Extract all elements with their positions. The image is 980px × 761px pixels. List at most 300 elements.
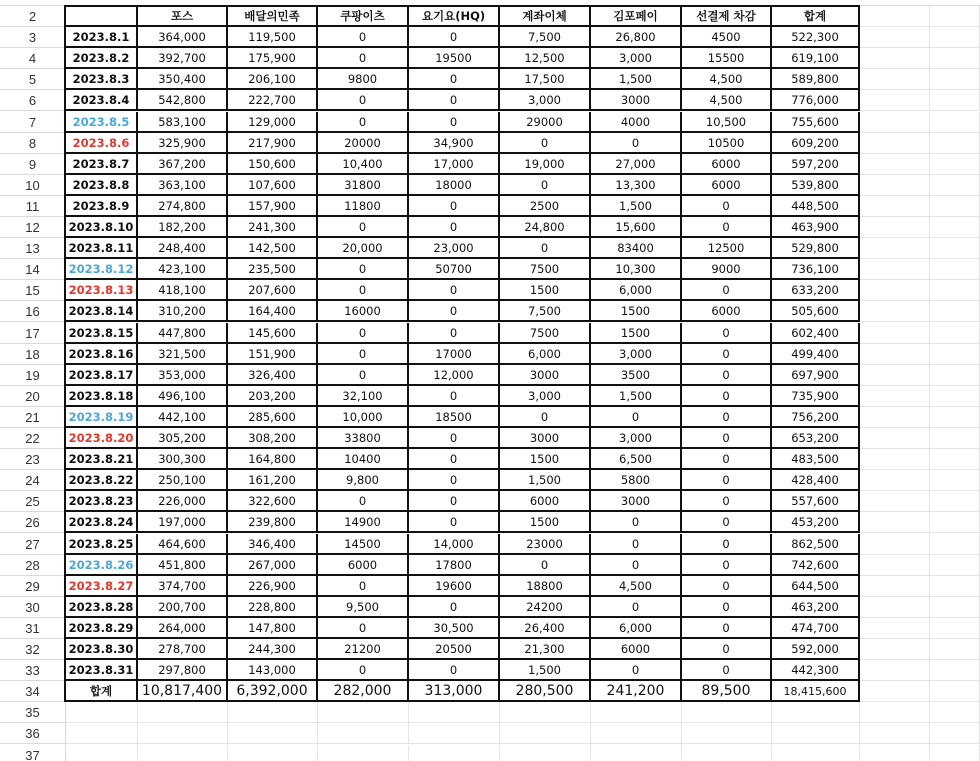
value-cell[interactable]: 326,400 bbox=[228, 365, 318, 386]
value-cell[interactable]: 0 bbox=[409, 470, 500, 491]
value-cell[interactable]: 453,200 bbox=[772, 512, 860, 533]
value-cell[interactable]: 776,000 bbox=[772, 90, 860, 111]
value-cell[interactable]: 463,900 bbox=[772, 217, 860, 238]
value-cell[interactable]: 197,000 bbox=[138, 512, 228, 533]
value-cell[interactable]: 350,400 bbox=[138, 69, 228, 90]
date-cell[interactable]: 2023.8.9 bbox=[66, 196, 138, 217]
value-cell[interactable]: 10,500 bbox=[682, 112, 772, 133]
value-cell[interactable]: 1,500 bbox=[500, 470, 591, 491]
empty-cell[interactable] bbox=[930, 27, 980, 48]
date-cell[interactable]: 2023.8.13 bbox=[66, 280, 138, 301]
value-cell[interactable]: 1,500 bbox=[500, 660, 591, 681]
header-cell-empty[interactable] bbox=[66, 6, 138, 27]
value-cell[interactable]: 3000 bbox=[591, 491, 682, 512]
empty-cell[interactable] bbox=[930, 365, 980, 386]
date-cell[interactable]: 2023.8.11 bbox=[66, 238, 138, 259]
value-cell[interactable]: 464,600 bbox=[138, 534, 228, 555]
row-header[interactable]: 12 bbox=[0, 217, 66, 238]
value-cell[interactable]: 0 bbox=[682, 555, 772, 576]
value-cell[interactable]: 539,800 bbox=[772, 175, 860, 196]
value-cell[interactable]: 0 bbox=[500, 175, 591, 196]
date-cell[interactable]: 2023.8.4 bbox=[66, 90, 138, 111]
value-cell[interactable]: 3000 bbox=[500, 365, 591, 386]
value-cell[interactable]: 1500 bbox=[591, 323, 682, 344]
row-header[interactable]: 29 bbox=[0, 576, 66, 597]
value-cell[interactable]: 592,000 bbox=[772, 639, 860, 660]
value-cell[interactable]: 142,500 bbox=[228, 238, 318, 259]
row-header[interactable]: 25 bbox=[0, 491, 66, 512]
empty-cell[interactable] bbox=[860, 301, 930, 322]
empty-cell[interactable] bbox=[860, 344, 930, 365]
empty-cell[interactable] bbox=[860, 365, 930, 386]
date-cell[interactable]: 2023.8.3 bbox=[66, 69, 138, 90]
value-cell[interactable]: 542,800 bbox=[138, 90, 228, 111]
empty-cell[interactable] bbox=[772, 702, 860, 723]
value-cell[interactable]: 310,200 bbox=[138, 301, 228, 322]
value-cell[interactable]: 157,900 bbox=[228, 196, 318, 217]
value-cell[interactable]: 363,100 bbox=[138, 175, 228, 196]
value-cell[interactable]: 274,800 bbox=[138, 196, 228, 217]
value-cell[interactable]: 250,100 bbox=[138, 470, 228, 491]
empty-cell[interactable] bbox=[930, 133, 980, 154]
empty-cell[interactable] bbox=[860, 48, 930, 69]
value-cell[interactable]: 4,500 bbox=[682, 90, 772, 111]
value-cell[interactable]: 442,100 bbox=[138, 407, 228, 428]
row-header[interactable]: 11 bbox=[0, 196, 66, 217]
value-cell[interactable]: 147,800 bbox=[228, 618, 318, 639]
value-cell[interactable]: 12,000 bbox=[409, 365, 500, 386]
value-cell[interactable]: 522,300 bbox=[772, 27, 860, 48]
empty-cell[interactable] bbox=[930, 470, 980, 491]
value-cell[interactable]: 3,000 bbox=[500, 90, 591, 111]
empty-cell[interactable] bbox=[860, 196, 930, 217]
row-header[interactable]: 19 bbox=[0, 365, 66, 386]
empty-cell[interactable] bbox=[930, 428, 980, 449]
value-cell[interactable]: 447,800 bbox=[138, 323, 228, 344]
value-cell[interactable]: 0 bbox=[409, 27, 500, 48]
date-cell[interactable]: 2023.8.16 bbox=[66, 344, 138, 365]
value-cell[interactable]: 19,000 bbox=[500, 154, 591, 175]
total-value-cell[interactable]: 313,000 bbox=[409, 681, 500, 702]
value-cell[interactable]: 364,000 bbox=[138, 27, 228, 48]
empty-cell[interactable] bbox=[682, 723, 772, 744]
value-cell[interactable]: 1500 bbox=[500, 512, 591, 533]
value-cell[interactable]: 442,300 bbox=[772, 660, 860, 681]
value-cell[interactable]: 32,100 bbox=[318, 386, 409, 407]
date-cell[interactable]: 2023.8.23 bbox=[66, 491, 138, 512]
value-cell[interactable]: 3,000 bbox=[591, 344, 682, 365]
date-cell[interactable]: 2023.8.1 bbox=[66, 27, 138, 48]
value-cell[interactable]: 644,500 bbox=[772, 576, 860, 597]
row-header[interactable]: 17 bbox=[0, 323, 66, 344]
value-cell[interactable]: 0 bbox=[318, 48, 409, 69]
value-cell[interactable]: 0 bbox=[409, 112, 500, 133]
value-cell[interactable]: 10,400 bbox=[318, 154, 409, 175]
value-cell[interactable]: 0 bbox=[682, 365, 772, 386]
empty-cell[interactable] bbox=[138, 702, 228, 723]
value-cell[interactable]: 31800 bbox=[318, 175, 409, 196]
value-cell[interactable]: 0 bbox=[318, 576, 409, 597]
date-cell[interactable]: 2023.8.27 bbox=[66, 576, 138, 597]
value-cell[interactable]: 0 bbox=[682, 428, 772, 449]
row-header[interactable]: 7 bbox=[0, 112, 66, 133]
value-cell[interactable]: 12,500 bbox=[500, 48, 591, 69]
value-cell[interactable]: 267,000 bbox=[228, 555, 318, 576]
value-cell[interactable]: 119,500 bbox=[228, 27, 318, 48]
value-cell[interactable]: 278,700 bbox=[138, 639, 228, 660]
value-cell[interactable]: 6,000 bbox=[591, 280, 682, 301]
value-cell[interactable]: 6,500 bbox=[591, 449, 682, 470]
date-cell[interactable]: 2023.8.30 bbox=[66, 639, 138, 660]
value-cell[interactable]: 175,900 bbox=[228, 48, 318, 69]
value-cell[interactable]: 418,100 bbox=[138, 280, 228, 301]
value-cell[interactable]: 3,000 bbox=[500, 386, 591, 407]
value-cell[interactable]: 34,900 bbox=[409, 133, 500, 154]
empty-cell[interactable] bbox=[860, 745, 930, 761]
value-cell[interactable]: 297,800 bbox=[138, 660, 228, 681]
empty-cell[interactable] bbox=[860, 491, 930, 512]
value-cell[interactable]: 16000 bbox=[318, 301, 409, 322]
value-cell[interactable]: 285,600 bbox=[228, 407, 318, 428]
date-cell[interactable]: 2023.8.28 bbox=[66, 597, 138, 618]
row-header[interactable]: 5 bbox=[0, 69, 66, 90]
value-cell[interactable]: 583,100 bbox=[138, 112, 228, 133]
value-cell[interactable]: 0 bbox=[682, 386, 772, 407]
row-header[interactable]: 2 bbox=[0, 6, 66, 27]
date-cell[interactable]: 2023.8.21 bbox=[66, 449, 138, 470]
value-cell[interactable]: 0 bbox=[500, 407, 591, 428]
row-header[interactable]: 10 bbox=[0, 175, 66, 196]
value-cell[interactable]: 0 bbox=[409, 428, 500, 449]
empty-cell[interactable] bbox=[930, 48, 980, 69]
value-cell[interactable]: 392,700 bbox=[138, 48, 228, 69]
empty-cell[interactable] bbox=[860, 723, 930, 744]
date-cell[interactable]: 2023.8.14 bbox=[66, 301, 138, 322]
value-cell[interactable]: 0 bbox=[682, 470, 772, 491]
empty-cell[interactable] bbox=[860, 280, 930, 301]
total-value-cell[interactable]: 89,500 bbox=[682, 681, 772, 702]
empty-cell[interactable] bbox=[772, 745, 860, 761]
value-cell[interactable]: 609,200 bbox=[772, 133, 860, 154]
empty-cell[interactable] bbox=[930, 69, 980, 90]
value-cell[interactable]: 308,200 bbox=[228, 428, 318, 449]
value-cell[interactable]: 239,800 bbox=[228, 512, 318, 533]
value-cell[interactable]: 13,300 bbox=[591, 175, 682, 196]
empty-cell[interactable] bbox=[930, 154, 980, 175]
value-cell[interactable]: 6000 bbox=[682, 154, 772, 175]
date-cell[interactable]: 2023.8.12 bbox=[66, 259, 138, 280]
empty-cell[interactable] bbox=[930, 175, 980, 196]
date-cell[interactable]: 2023.8.19 bbox=[66, 407, 138, 428]
value-cell[interactable]: 6,000 bbox=[500, 344, 591, 365]
value-cell[interactable]: 241,300 bbox=[228, 217, 318, 238]
empty-cell[interactable] bbox=[930, 702, 980, 723]
value-cell[interactable]: 26,400 bbox=[500, 618, 591, 639]
row-header[interactable]: 15 bbox=[0, 280, 66, 301]
value-cell[interactable]: 248,400 bbox=[138, 238, 228, 259]
value-cell[interactable]: 529,800 bbox=[772, 238, 860, 259]
row-header[interactable]: 34 bbox=[0, 681, 66, 702]
value-cell[interactable]: 164,800 bbox=[228, 449, 318, 470]
empty-cell[interactable] bbox=[930, 576, 980, 597]
value-cell[interactable]: 0 bbox=[591, 660, 682, 681]
empty-cell[interactable] bbox=[228, 723, 318, 744]
value-cell[interactable]: 0 bbox=[500, 555, 591, 576]
column-header[interactable]: 포스 bbox=[138, 6, 228, 27]
empty-cell[interactable] bbox=[930, 344, 980, 365]
value-cell[interactable]: 3,000 bbox=[591, 428, 682, 449]
value-cell[interactable]: 0 bbox=[682, 512, 772, 533]
value-cell[interactable]: 0 bbox=[318, 112, 409, 133]
value-cell[interactable]: 735,900 bbox=[772, 386, 860, 407]
empty-cell[interactable] bbox=[930, 639, 980, 660]
value-cell[interactable]: 10500 bbox=[682, 133, 772, 154]
value-cell[interactable]: 15,600 bbox=[591, 217, 682, 238]
value-cell[interactable]: 474,700 bbox=[772, 618, 860, 639]
value-cell[interactable]: 0 bbox=[409, 323, 500, 344]
date-cell[interactable]: 2023.8.29 bbox=[66, 618, 138, 639]
empty-cell[interactable] bbox=[860, 6, 930, 27]
value-cell[interactable]: 322,600 bbox=[228, 491, 318, 512]
empty-cell[interactable] bbox=[930, 301, 980, 322]
empty-cell[interactable] bbox=[860, 175, 930, 196]
value-cell[interactable]: 0 bbox=[318, 27, 409, 48]
value-cell[interactable]: 7,500 bbox=[500, 301, 591, 322]
value-cell[interactable]: 325,900 bbox=[138, 133, 228, 154]
total-value-cell[interactable]: 241,200 bbox=[591, 681, 682, 702]
value-cell[interactable]: 353,000 bbox=[138, 365, 228, 386]
value-cell[interactable]: 15500 bbox=[682, 48, 772, 69]
value-cell[interactable]: 1500 bbox=[591, 301, 682, 322]
empty-cell[interactable] bbox=[860, 323, 930, 344]
value-cell[interactable]: 244,300 bbox=[228, 639, 318, 660]
value-cell[interactable]: 206,100 bbox=[228, 69, 318, 90]
empty-cell[interactable] bbox=[930, 512, 980, 533]
date-cell[interactable]: 2023.8.25 bbox=[66, 534, 138, 555]
value-cell[interactable]: 20500 bbox=[409, 639, 500, 660]
empty-cell[interactable] bbox=[138, 723, 228, 744]
value-cell[interactable]: 0 bbox=[318, 280, 409, 301]
row-header[interactable]: 31 bbox=[0, 618, 66, 639]
date-cell[interactable]: 2023.8.5 bbox=[66, 112, 138, 133]
date-cell[interactable]: 2023.8.15 bbox=[66, 323, 138, 344]
empty-cell[interactable] bbox=[930, 660, 980, 681]
value-cell[interactable]: 5800 bbox=[591, 470, 682, 491]
value-cell[interactable]: 10,300 bbox=[591, 259, 682, 280]
empty-cell[interactable] bbox=[930, 555, 980, 576]
empty-cell[interactable] bbox=[930, 259, 980, 280]
empty-cell[interactable] bbox=[66, 702, 138, 723]
value-cell[interactable]: 9800 bbox=[318, 69, 409, 90]
empty-cell[interactable] bbox=[930, 112, 980, 133]
empty-cell[interactable] bbox=[860, 407, 930, 428]
empty-cell[interactable] bbox=[860, 597, 930, 618]
value-cell[interactable]: 3000 bbox=[591, 90, 682, 111]
empty-cell[interactable] bbox=[500, 723, 591, 744]
row-header[interactable]: 8 bbox=[0, 133, 66, 154]
empty-cell[interactable] bbox=[860, 238, 930, 259]
column-header[interactable]: 합계 bbox=[772, 6, 860, 27]
value-cell[interactable]: 6000 bbox=[500, 491, 591, 512]
value-cell[interactable]: 0 bbox=[318, 491, 409, 512]
value-cell[interactable]: 6,000 bbox=[591, 618, 682, 639]
empty-cell[interactable] bbox=[860, 259, 930, 280]
value-cell[interactable]: 0 bbox=[591, 512, 682, 533]
value-cell[interactable]: 161,200 bbox=[228, 470, 318, 491]
total-value-cell[interactable]: 10,817,400 bbox=[138, 681, 228, 702]
value-cell[interactable]: 0 bbox=[409, 597, 500, 618]
value-cell[interactable]: 1500 bbox=[500, 280, 591, 301]
value-cell[interactable]: 557,600 bbox=[772, 491, 860, 512]
row-header[interactable]: 18 bbox=[0, 344, 66, 365]
empty-cell[interactable] bbox=[930, 449, 980, 470]
value-cell[interactable]: 451,800 bbox=[138, 555, 228, 576]
empty-cell[interactable] bbox=[860, 428, 930, 449]
row-header[interactable]: 16 bbox=[0, 301, 66, 322]
value-cell[interactable]: 18800 bbox=[500, 576, 591, 597]
value-cell[interactable]: 499,400 bbox=[772, 344, 860, 365]
row-header[interactable]: 20 bbox=[0, 386, 66, 407]
value-cell[interactable]: 24200 bbox=[500, 597, 591, 618]
value-cell[interactable]: 483,500 bbox=[772, 449, 860, 470]
value-cell[interactable]: 1,500 bbox=[591, 196, 682, 217]
value-cell[interactable]: 10400 bbox=[318, 449, 409, 470]
row-header[interactable]: 4 bbox=[0, 48, 66, 69]
value-cell[interactable]: 26,800 bbox=[591, 27, 682, 48]
value-cell[interactable]: 0 bbox=[409, 280, 500, 301]
row-header[interactable]: 26 bbox=[0, 512, 66, 533]
value-cell[interactable]: 0 bbox=[318, 344, 409, 365]
row-header[interactable]: 22 bbox=[0, 428, 66, 449]
empty-cell[interactable] bbox=[860, 112, 930, 133]
value-cell[interactable]: 24,800 bbox=[500, 217, 591, 238]
value-cell[interactable]: 203,200 bbox=[228, 386, 318, 407]
value-cell[interactable]: 0 bbox=[591, 555, 682, 576]
row-header[interactable]: 13 bbox=[0, 238, 66, 259]
value-cell[interactable]: 129,000 bbox=[228, 112, 318, 133]
value-cell[interactable]: 1500 bbox=[500, 449, 591, 470]
empty-cell[interactable] bbox=[318, 723, 409, 744]
value-cell[interactable]: 17800 bbox=[409, 555, 500, 576]
value-cell[interactable]: 0 bbox=[682, 407, 772, 428]
value-cell[interactable]: 0 bbox=[318, 660, 409, 681]
empty-cell[interactable] bbox=[930, 386, 980, 407]
value-cell[interactable]: 1,500 bbox=[591, 69, 682, 90]
value-cell[interactable]: 0 bbox=[682, 597, 772, 618]
empty-cell[interactable] bbox=[860, 217, 930, 238]
column-header[interactable]: 쿠팡이츠 bbox=[318, 6, 409, 27]
row-header[interactable]: 32 bbox=[0, 639, 66, 660]
value-cell[interactable]: 0 bbox=[682, 449, 772, 470]
value-cell[interactable]: 222,700 bbox=[228, 90, 318, 111]
date-cell[interactable]: 2023.8.20 bbox=[66, 428, 138, 449]
empty-cell[interactable] bbox=[860, 90, 930, 111]
value-cell[interactable]: 145,600 bbox=[228, 323, 318, 344]
total-value-cell[interactable]: 18,415,600 bbox=[772, 681, 860, 702]
row-header[interactable]: 3 bbox=[0, 27, 66, 48]
column-header[interactable]: 계좌이체 bbox=[500, 6, 591, 27]
row-header[interactable]: 24 bbox=[0, 470, 66, 491]
value-cell[interactable]: 10,000 bbox=[318, 407, 409, 428]
value-cell[interactable]: 3500 bbox=[591, 365, 682, 386]
date-cell[interactable]: 2023.8.6 bbox=[66, 133, 138, 154]
value-cell[interactable]: 0 bbox=[500, 133, 591, 154]
row-header[interactable]: 23 bbox=[0, 449, 66, 470]
empty-cell[interactable] bbox=[930, 618, 980, 639]
empty-cell[interactable] bbox=[930, 681, 980, 702]
value-cell[interactable]: 6000 bbox=[682, 301, 772, 322]
value-cell[interactable]: 11800 bbox=[318, 196, 409, 217]
value-cell[interactable]: 0 bbox=[682, 217, 772, 238]
value-cell[interactable]: 0 bbox=[409, 69, 500, 90]
value-cell[interactable]: 597,200 bbox=[772, 154, 860, 175]
value-cell[interactable]: 0 bbox=[682, 534, 772, 555]
value-cell[interactable]: 151,900 bbox=[228, 344, 318, 365]
value-cell[interactable]: 3,000 bbox=[591, 48, 682, 69]
value-cell[interactable]: 346,400 bbox=[228, 534, 318, 555]
value-cell[interactable]: 6000 bbox=[682, 175, 772, 196]
empty-cell[interactable] bbox=[860, 27, 930, 48]
value-cell[interactable]: 33800 bbox=[318, 428, 409, 449]
empty-cell[interactable] bbox=[930, 90, 980, 111]
value-cell[interactable]: 9,500 bbox=[318, 597, 409, 618]
value-cell[interactable]: 0 bbox=[318, 259, 409, 280]
value-cell[interactable]: 12500 bbox=[682, 238, 772, 259]
empty-cell[interactable] bbox=[860, 133, 930, 154]
value-cell[interactable]: 18000 bbox=[409, 175, 500, 196]
date-cell[interactable]: 2023.8.7 bbox=[66, 154, 138, 175]
date-cell[interactable]: 2023.8.18 bbox=[66, 386, 138, 407]
value-cell[interactable]: 0 bbox=[318, 217, 409, 238]
row-header[interactable]: 6 bbox=[0, 90, 66, 111]
empty-cell[interactable] bbox=[860, 512, 930, 533]
empty-cell[interactable] bbox=[930, 723, 980, 744]
row-header[interactable]: 30 bbox=[0, 597, 66, 618]
value-cell[interactable]: 200,700 bbox=[138, 597, 228, 618]
empty-cell[interactable] bbox=[930, 745, 980, 761]
empty-cell[interactable] bbox=[138, 745, 228, 761]
empty-cell[interactable] bbox=[860, 69, 930, 90]
value-cell[interactable]: 150,600 bbox=[228, 154, 318, 175]
value-cell[interactable]: 0 bbox=[591, 407, 682, 428]
value-cell[interactable]: 602,400 bbox=[772, 323, 860, 344]
total-value-cell[interactable]: 6,392,000 bbox=[228, 681, 318, 702]
value-cell[interactable]: 4,500 bbox=[682, 69, 772, 90]
row-header[interactable]: 14 bbox=[0, 259, 66, 280]
value-cell[interactable]: 19600 bbox=[409, 576, 500, 597]
empty-cell[interactable] bbox=[772, 723, 860, 744]
row-header[interactable]: 28 bbox=[0, 555, 66, 576]
empty-cell[interactable] bbox=[591, 745, 682, 761]
total-value-cell[interactable]: 280,500 bbox=[500, 681, 591, 702]
row-header[interactable]: 21 bbox=[0, 407, 66, 428]
value-cell[interactable]: 589,800 bbox=[772, 69, 860, 90]
empty-cell[interactable] bbox=[860, 702, 930, 723]
value-cell[interactable]: 0 bbox=[682, 618, 772, 639]
date-cell[interactable]: 2023.8.24 bbox=[66, 512, 138, 533]
empty-cell[interactable] bbox=[860, 555, 930, 576]
value-cell[interactable]: 633,200 bbox=[772, 280, 860, 301]
value-cell[interactable]: 50700 bbox=[409, 259, 500, 280]
value-cell[interactable]: 9000 bbox=[682, 259, 772, 280]
value-cell[interactable]: 7500 bbox=[500, 259, 591, 280]
value-cell[interactable]: 27,000 bbox=[591, 154, 682, 175]
value-cell[interactable]: 7500 bbox=[500, 323, 591, 344]
value-cell[interactable]: 0 bbox=[682, 323, 772, 344]
value-cell[interactable]: 756,200 bbox=[772, 407, 860, 428]
empty-cell[interactable] bbox=[66, 723, 138, 744]
value-cell[interactable]: 0 bbox=[682, 576, 772, 597]
